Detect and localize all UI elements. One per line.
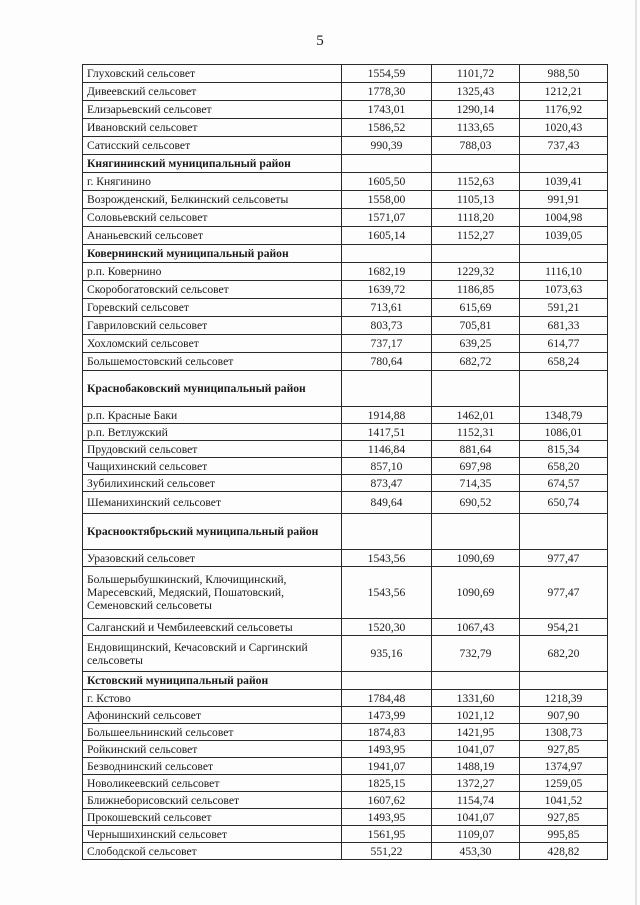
settlement-name-cell: Ройкинский сельсовет: [83, 741, 342, 758]
value-cell-v2: 1109,07: [432, 826, 520, 843]
value-cell-v3: 977,47: [520, 550, 608, 567]
value-cell-v1: 1561,95: [342, 826, 432, 843]
value-cell-v3: 1176,92: [520, 101, 608, 119]
value-cell-v1: 737,17: [342, 335, 432, 353]
value-cell-v3: [520, 245, 608, 263]
settlement-name-cell: Сатисский сельсовет: [83, 137, 342, 155]
value-cell-v1: 1778,30: [342, 83, 432, 101]
district-name-cell: Княгининский муниципальный район: [83, 155, 342, 173]
table-row: [83, 299, 608, 317]
value-cell-v2: [432, 245, 520, 263]
value-cell-v1: 1543,56: [342, 567, 432, 619]
value-cell-v3: 650,74: [520, 492, 608, 514]
settlement-name-cell: Безводнинский сельсовет: [83, 758, 342, 775]
value-cell-v2: 1021,12: [432, 707, 520, 724]
value-cell-v2: 732,79: [432, 636, 520, 672]
district-name-cell: Ковернинский муниципальный район: [83, 245, 342, 263]
value-cell-v2: 1090,69: [432, 567, 520, 619]
table-row: [83, 809, 608, 826]
value-cell-v3: 995,85: [520, 826, 608, 843]
value-cell-v2: 1186,85: [432, 281, 520, 299]
value-cell-v1: 935,16: [342, 636, 432, 672]
value-cell-v2: 1133,65: [432, 119, 520, 137]
section-header-row: [83, 245, 608, 263]
value-cell-v3: 1259,05: [520, 775, 608, 792]
table-row: [83, 792, 608, 809]
value-cell-v3: 674,57: [520, 475, 608, 492]
value-cell-v3: 988,50: [520, 65, 608, 83]
value-cell-v1: 1743,01: [342, 101, 432, 119]
table-row: [83, 567, 608, 619]
value-cell-v1: 1558,00: [342, 191, 432, 209]
table-row: [83, 101, 608, 119]
value-cell-v2: 1101,72: [432, 65, 520, 83]
table-row: [83, 826, 608, 843]
value-cell-v1: 713,61: [342, 299, 432, 317]
value-cell-v1: 803,73: [342, 317, 432, 335]
table-row: [83, 424, 608, 441]
settlement-name-cell: Возрожденский, Белкинский сельсоветы: [83, 191, 342, 209]
value-cell-v1: 1605,50: [342, 173, 432, 191]
table-row: [83, 137, 608, 155]
settlement-name-cell: Афонинский сельсовет: [83, 707, 342, 724]
table-row: [83, 317, 608, 335]
value-cell-v2: 697,98: [432, 458, 520, 475]
value-cell-v2: 1462,01: [432, 407, 520, 424]
section-header-row: [83, 371, 608, 407]
settlement-name-cell: Новоликеевский сельсовет: [83, 775, 342, 792]
settlement-name-cell: р.п. Красные Баки: [83, 407, 342, 424]
value-cell-v2: 1118,20: [432, 209, 520, 227]
value-cell-v1: 1543,56: [342, 550, 432, 567]
value-cell-v3: [520, 672, 608, 690]
value-cell-v2: 788,03: [432, 137, 520, 155]
settlement-name-cell: Соловьевский сельсовет: [83, 209, 342, 227]
value-cell-v1: [342, 245, 432, 263]
value-cell-v2: 1229,32: [432, 263, 520, 281]
value-cell-v1: 857,10: [342, 458, 432, 475]
settlement-name-cell: Прокошевский сельсовет: [83, 809, 342, 826]
value-cell-v1: 551,22: [342, 843, 432, 860]
value-cell-v1: [342, 514, 432, 550]
value-cell-v3: [520, 514, 608, 550]
value-cell-v3: 991,91: [520, 191, 608, 209]
table-row: [83, 65, 608, 83]
settlement-name-cell: Ендовищинский, Кечасовский и Саргинский сельсоветы: [83, 636, 342, 672]
value-cell-v1: 1493,95: [342, 809, 432, 826]
table-row: [83, 619, 608, 636]
value-cell-v3: 927,85: [520, 809, 608, 826]
table-row: [83, 281, 608, 299]
value-cell-v2: 1154,74: [432, 792, 520, 809]
value-cell-v1: [342, 155, 432, 173]
table-row: [83, 475, 608, 492]
table-row: [83, 83, 608, 101]
section-header-row: [83, 155, 608, 173]
settlement-name-cell: г. Княгинино: [83, 173, 342, 191]
value-cell-v2: 615,69: [432, 299, 520, 317]
value-cell-v1: 1554,59: [342, 65, 432, 83]
value-cell-v2: [432, 371, 520, 407]
table-row: [83, 191, 608, 209]
settlement-name-cell: Салганский и Чембилеевский сельсоветы: [83, 619, 342, 636]
value-cell-v2: [432, 672, 520, 690]
value-cell-v2: 1041,07: [432, 741, 520, 758]
table-row: [83, 441, 608, 458]
table-row: [83, 775, 608, 792]
value-cell-v1: 849,64: [342, 492, 432, 514]
value-cell-v3: 737,43: [520, 137, 608, 155]
value-cell-v2: 682,72: [432, 353, 520, 371]
value-cell-v2: 1290,14: [432, 101, 520, 119]
value-cell-v1: 1493,95: [342, 741, 432, 758]
table-row: [83, 707, 608, 724]
value-cell-v1: 1682,19: [342, 263, 432, 281]
value-cell-v1: 1874,83: [342, 724, 432, 741]
value-cell-v2: 1421,95: [432, 724, 520, 741]
table-body: [83, 65, 608, 860]
settlement-name-cell: Ивановский сельсовет: [83, 119, 342, 137]
value-cell-v2: 881,64: [432, 441, 520, 458]
value-cell-v2: 1090,69: [432, 550, 520, 567]
district-name-cell: Краснобаковский муниципальный район: [83, 371, 342, 407]
settlement-name-cell: р.п. Ветлужский: [83, 424, 342, 441]
value-cell-v1: 1520,30: [342, 619, 432, 636]
settlement-name-cell: Большемостовский сельсовет: [83, 353, 342, 371]
value-cell-v2: 1152,31: [432, 424, 520, 441]
value-cell-v1: 1639,72: [342, 281, 432, 299]
value-cell-v3: 1039,41: [520, 173, 608, 191]
value-cell-v2: 1152,63: [432, 173, 520, 191]
value-cell-v3: [520, 155, 608, 173]
table-row: [83, 119, 608, 137]
value-cell-v3: 977,47: [520, 567, 608, 619]
settlement-name-cell: Большерыбушкинский, Ключищинский, Маресевский, Медяский, Пошатовский, Семеновский сельсоветы: [83, 567, 342, 619]
value-cell-v3: 1218,39: [520, 690, 608, 707]
value-cell-v3: 658,24: [520, 353, 608, 371]
value-cell-v1: 1825,15: [342, 775, 432, 792]
settlement-name-cell: г. Кстово: [83, 690, 342, 707]
value-cell-v2: 1325,43: [432, 83, 520, 101]
value-cell-v2: 1067,43: [432, 619, 520, 636]
value-cell-v2: 1331,60: [432, 690, 520, 707]
value-cell-v3: 1086,01: [520, 424, 608, 441]
table-row: [83, 335, 608, 353]
table-row: [83, 741, 608, 758]
settlement-name-cell: Глуховский сельсовет: [83, 65, 342, 83]
table-row: [83, 690, 608, 707]
value-cell-v1: 1586,52: [342, 119, 432, 137]
table-row: [83, 724, 608, 741]
section-header-row: [83, 514, 608, 550]
section-header-row: [83, 672, 608, 690]
settlement-name-cell: Елизарьевский сельсовет: [83, 101, 342, 119]
value-cell-v3: 681,33: [520, 317, 608, 335]
table-row: [83, 636, 608, 672]
settlement-name-cell: Ананьевский сельсовет: [83, 227, 342, 245]
value-cell-v2: [432, 514, 520, 550]
value-cell-v3: 1004,98: [520, 209, 608, 227]
settlement-name-cell: Ближнеборисовский сельсовет: [83, 792, 342, 809]
settlement-name-cell: р.п. Ковернино: [83, 263, 342, 281]
value-cell-v2: 1041,07: [432, 809, 520, 826]
settlement-name-cell: Хохломский сельсовет: [83, 335, 342, 353]
table-row: [83, 843, 608, 860]
settlement-name-cell: Скоробогатовский сельсовет: [83, 281, 342, 299]
value-cell-v3: 1020,43: [520, 119, 608, 137]
tariff-table: [82, 64, 608, 860]
district-name-cell: Кстовский муниципальный район: [83, 672, 342, 690]
value-cell-v3: 1039,05: [520, 227, 608, 245]
settlement-name-cell: Гавриловский сельсовет: [83, 317, 342, 335]
table-row: [83, 353, 608, 371]
value-cell-v3: 1116,10: [520, 263, 608, 281]
value-cell-v1: 780,64: [342, 353, 432, 371]
settlement-name-cell: Чащихинский сельсовет: [83, 458, 342, 475]
settlement-name-cell: Прудовский сельсовет: [83, 441, 342, 458]
table-row: [83, 550, 608, 567]
value-cell-v2: 1105,13: [432, 191, 520, 209]
value-cell-v1: 1941,07: [342, 758, 432, 775]
value-cell-v2: 690,52: [432, 492, 520, 514]
settlement-name-cell: Дивеевский сельсовет: [83, 83, 342, 101]
value-cell-v3: 1348,79: [520, 407, 608, 424]
value-cell-v1: 1607,62: [342, 792, 432, 809]
district-name-cell: Краснооктябрьский муниципальный район: [83, 514, 342, 550]
table-row: [83, 173, 608, 191]
value-cell-v1: 1571,07: [342, 209, 432, 227]
value-cell-v2: 705,81: [432, 317, 520, 335]
value-cell-v3: 954,21: [520, 619, 608, 636]
settlement-name-cell: Чернышихинский сельсовет: [83, 826, 342, 843]
value-cell-v1: 1473,99: [342, 707, 432, 724]
settlement-name-cell: Слободской сельсовет: [83, 843, 342, 860]
settlement-name-cell: Зубилихинский сельсовет: [83, 475, 342, 492]
value-cell-v1: [342, 672, 432, 690]
settlement-name-cell: Уразовский сельсовет: [83, 550, 342, 567]
value-cell-v1: 1784,48: [342, 690, 432, 707]
value-cell-v1: 873,47: [342, 475, 432, 492]
value-cell-v3: 1374,97: [520, 758, 608, 775]
value-cell-v2: 1152,27: [432, 227, 520, 245]
value-cell-v3: 591,21: [520, 299, 608, 317]
value-cell-v3: 682,20: [520, 636, 608, 672]
settlement-name-cell: Горевский сельсовет: [83, 299, 342, 317]
table-row: [83, 209, 608, 227]
value-cell-v1: 1914,88: [342, 407, 432, 424]
settlement-name-cell: Шеманихинский сельсовет: [83, 492, 342, 514]
value-cell-v2: 453,30: [432, 843, 520, 860]
value-cell-v2: 639,25: [432, 335, 520, 353]
settlement-name-cell: Большеельнинский сельсовет: [83, 724, 342, 741]
page-number: 5: [316, 33, 324, 49]
table-row: [83, 227, 608, 245]
value-cell-v3: 658,20: [520, 458, 608, 475]
value-cell-v3: 927,85: [520, 741, 608, 758]
value-cell-v3: 1308,73: [520, 724, 608, 741]
value-cell-v3: 815,34: [520, 441, 608, 458]
table-row: [83, 407, 608, 424]
table-row: [83, 458, 608, 475]
value-cell-v1: [342, 371, 432, 407]
value-cell-v3: 428,82: [520, 843, 608, 860]
value-cell-v2: [432, 155, 520, 173]
value-cell-v3: 614,77: [520, 335, 608, 353]
value-cell-v2: 714,35: [432, 475, 520, 492]
value-cell-v3: 1212,21: [520, 83, 608, 101]
value-cell-v1: 990,39: [342, 137, 432, 155]
table-row: [83, 758, 608, 775]
value-cell-v3: 907,90: [520, 707, 608, 724]
value-cell-v2: 1488,19: [432, 758, 520, 775]
value-cell-v1: 1146,84: [342, 441, 432, 458]
table-row: [83, 263, 608, 281]
value-cell-v3: 1073,63: [520, 281, 608, 299]
value-cell-v3: 1041,52: [520, 792, 608, 809]
value-cell-v1: 1417,51: [342, 424, 432, 441]
scan-edge: [635, 0, 637, 905]
value-cell-v2: 1372,27: [432, 775, 520, 792]
table-row: [83, 492, 608, 514]
value-cell-v3: [520, 371, 608, 407]
value-cell-v1: 1605,14: [342, 227, 432, 245]
